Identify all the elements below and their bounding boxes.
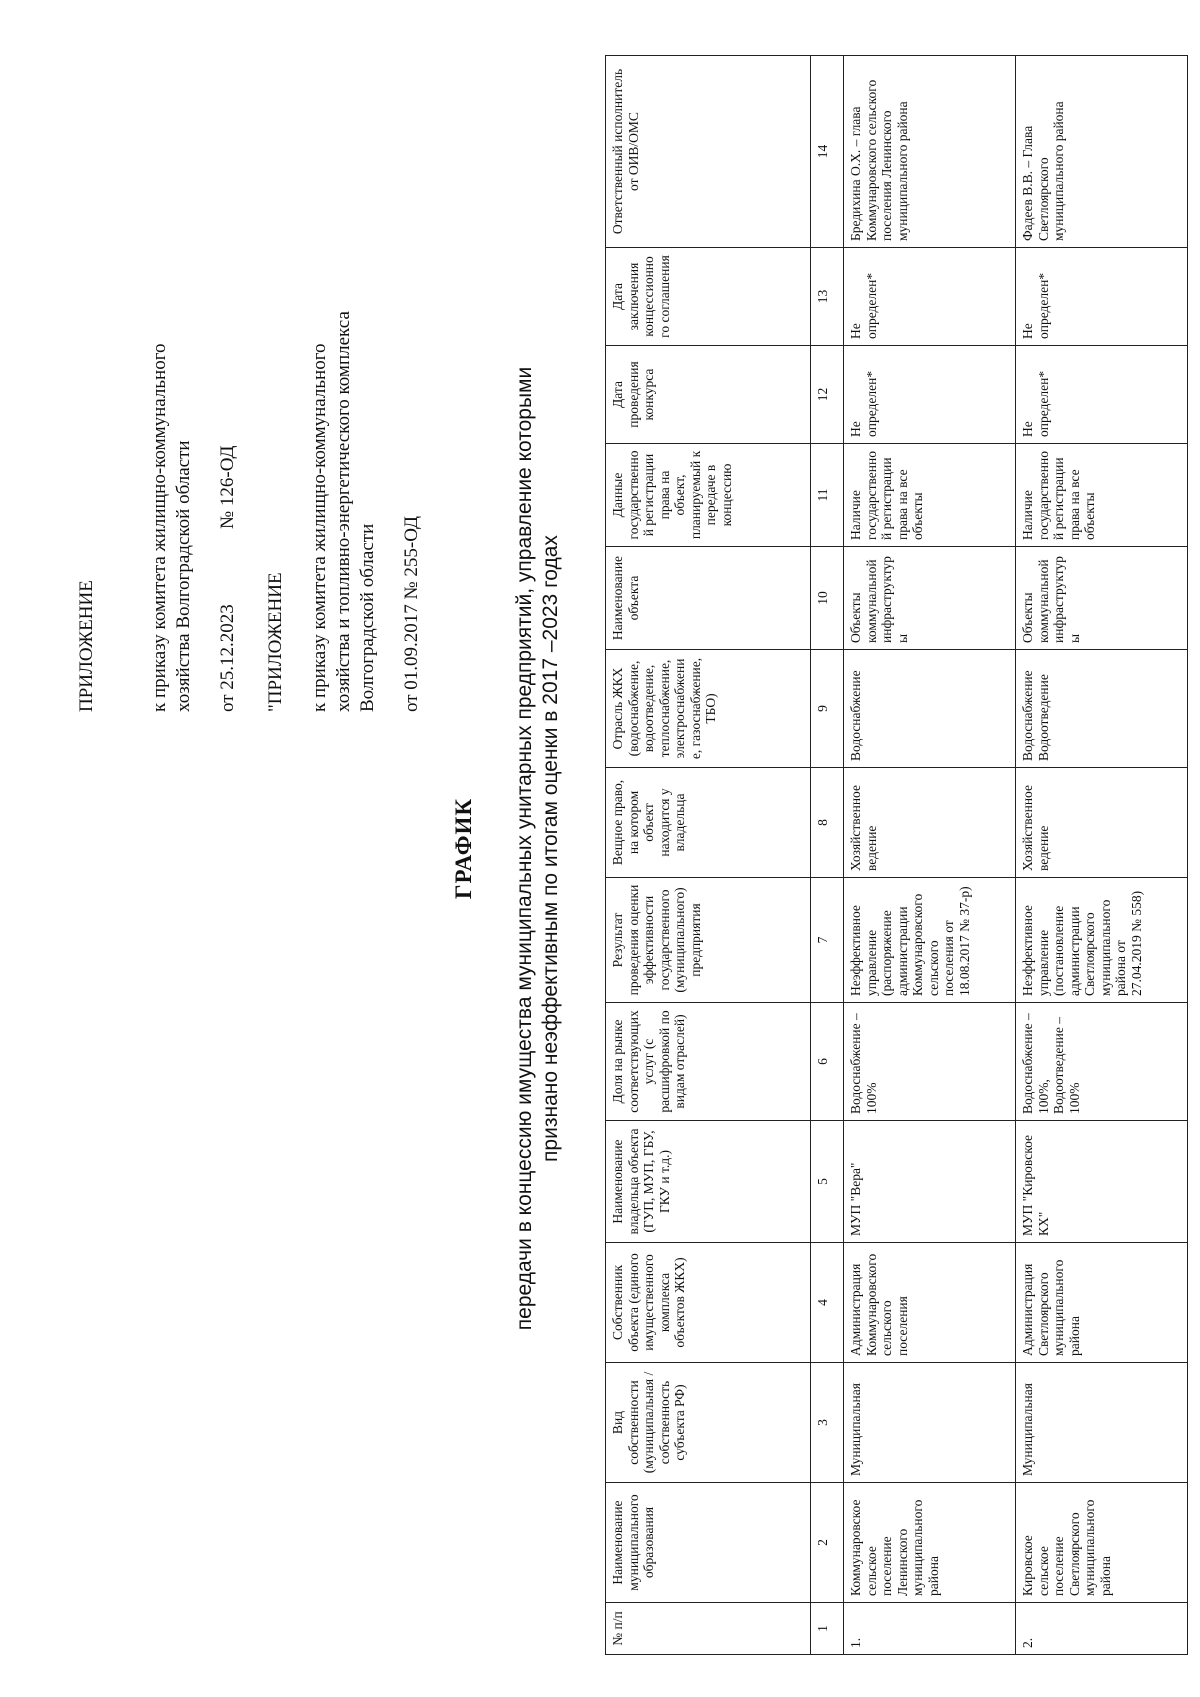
column-number: 1 [811,1603,844,1655]
appendix-label-2: "ПРИЛОЖЕНИЕ [265,572,286,712]
table-cell: Не определен* [844,346,1016,444]
table-cell: Объекты коммунальной инфраструктуры [844,547,1016,650]
table-cell: Водоснабжение Водоотведение [1016,650,1188,768]
col-header: Дата заключения концессионного соглашения [606,248,811,346]
col-header: Наименование владельца объекта (ГУП, МУП, ГБУ, ГКУ и т.д.) [606,1121,811,1243]
order-line-1: к приказу комитета жилищно-коммунального [149,343,170,712]
order2-line-2: хозяйства и топливно-энергетического комплекса [333,311,354,712]
col-header: Дата проведения конкурса [606,346,811,444]
col-header: Данные государственной регистрации права на объект, планируемый к передаче в концессию [606,444,811,547]
column-number: 12 [811,346,844,444]
table-cell: Не определен* [1016,248,1188,346]
table-cell: 1. [844,1603,1016,1655]
table-cell: Хозяйственное ведение [844,768,1016,878]
document-title: ГРАФИК [451,797,476,900]
table-cell: Наличие государственной регистрации права на все объекты [1016,444,1188,547]
table-row [1016,56,1188,1655]
table-cell: Не определен* [844,248,1016,346]
table-cell: Водоснабжение – 100%, Водоотведение – 100% [1016,1003,1188,1121]
table-cell: Наличие государственной регистрации права на все объекты [844,444,1016,547]
column-number: 2 [811,1483,844,1603]
table-cell: Муниципальная [844,1363,1016,1483]
column-number: 10 [811,547,844,650]
col-header: Наименование объекта [606,547,811,650]
table-header-row [606,56,811,1655]
column-number: 13 [811,248,844,346]
column-number: 4 [811,1243,844,1363]
col-header: Наименование муниципального образования [606,1483,811,1603]
table-cell: Администрация Коммунаровского сельского поселения [844,1243,1016,1363]
table-cell: Бредихина О.Х. – глава Коммунаровского сельского поселения Ленинского муниципального района [844,56,1016,248]
column-number: 5 [811,1121,844,1243]
table-cell: МУП "Вера" [844,1121,1016,1243]
document-subtitle [512,0,564,1697]
col-header: Вещное право, на котором объект находится у владельца [606,768,811,878]
col-header: Ответственный исполнитель от ОИВ/ОМС [606,56,811,248]
order-line-2: хозяйства Волгоградской области [173,440,194,712]
col-header: Собственник объекта (единого имущественного комплекса объектов ЖКХ) [606,1243,811,1363]
table-cell: МУП "Кировское КХ" [1016,1121,1188,1243]
table-cell: Коммунаровское сельское поселение Ленинского муниципального района [844,1483,1016,1603]
appendix-label: ПРИЛОЖЕНИЕ [76,580,97,712]
subtitle-line-1: передачи в концессию имущества муниципальных унитарных предприятий, управление которыми [513,366,536,1331]
table-cell: Объекты коммунальной инфраструктуры [1016,547,1188,650]
column-number: 7 [811,878,844,1003]
order2-line-3: Волгоградской области [357,523,378,712]
table-cell: Администрация Светлоярского муниципального района [1016,1243,1188,1363]
column-number: 14 [811,56,844,248]
col-header: Результат проведения оценки эффективности государственного (муниципального) предприятия [606,878,811,1003]
column-number: 8 [811,768,844,878]
table-cell: Водоснабжение – 100% [844,1003,1016,1121]
table-cell: Хозяйственное ведение [1016,768,1188,878]
column-number: 6 [811,1003,844,1121]
col-header: Доля на рынке соответствующих услуг (с расшифровкой по видам отраслей) [606,1003,811,1121]
table-cell: 2. [1016,1603,1188,1655]
table-cell: Неэффективное управление (распоряжение администрации Коммунаровского сельского поселения от 18.08.2017 № 37-р) [844,878,1016,1003]
column-number-row [811,56,844,1655]
table-cell: Неэффективное управление (постановление администрации Светлоярского муниципального района от 27.04.2019 № 558) [1016,878,1188,1003]
col-header: Вид собственности (муниципальная /собственность субъекта РФ) [606,1363,811,1483]
subtitle-line-2: признано неэффективным по итогам оценки в 2017 –2023 годах [539,535,562,1162]
table-cell: Муниципальная [1016,1363,1188,1483]
table-cell: Не определен* [1016,346,1188,444]
table-row [844,56,1016,1655]
schedule-table [605,55,1188,1655]
column-number: 11 [811,444,844,547]
order-date: от 25.12.2023 [217,604,238,712]
column-number: 9 [811,650,844,768]
column-number: 3 [811,1363,844,1483]
table-cell: Фадеев В.В. – Глава Светлоярского муниципального района [1016,56,1188,248]
col-header: Отрасль ЖКХ (водоснабжение, водоотведение, теплоснабжение, электроснабжение, газоснабжение, ТБО) [606,650,811,768]
order2-line-1: к приказу комитета жилищно-коммунального [309,343,330,712]
col-header: № п/п [606,1603,811,1655]
order2-date: от 01.09.2017 № 255-ОД [401,516,422,712]
table-cell: Кировское сельское поселение Светлоярского муниципального района [1016,1483,1188,1603]
order-number: № 126-ОД [217,445,238,529]
table-cell: Водоснабжение [844,650,1016,768]
